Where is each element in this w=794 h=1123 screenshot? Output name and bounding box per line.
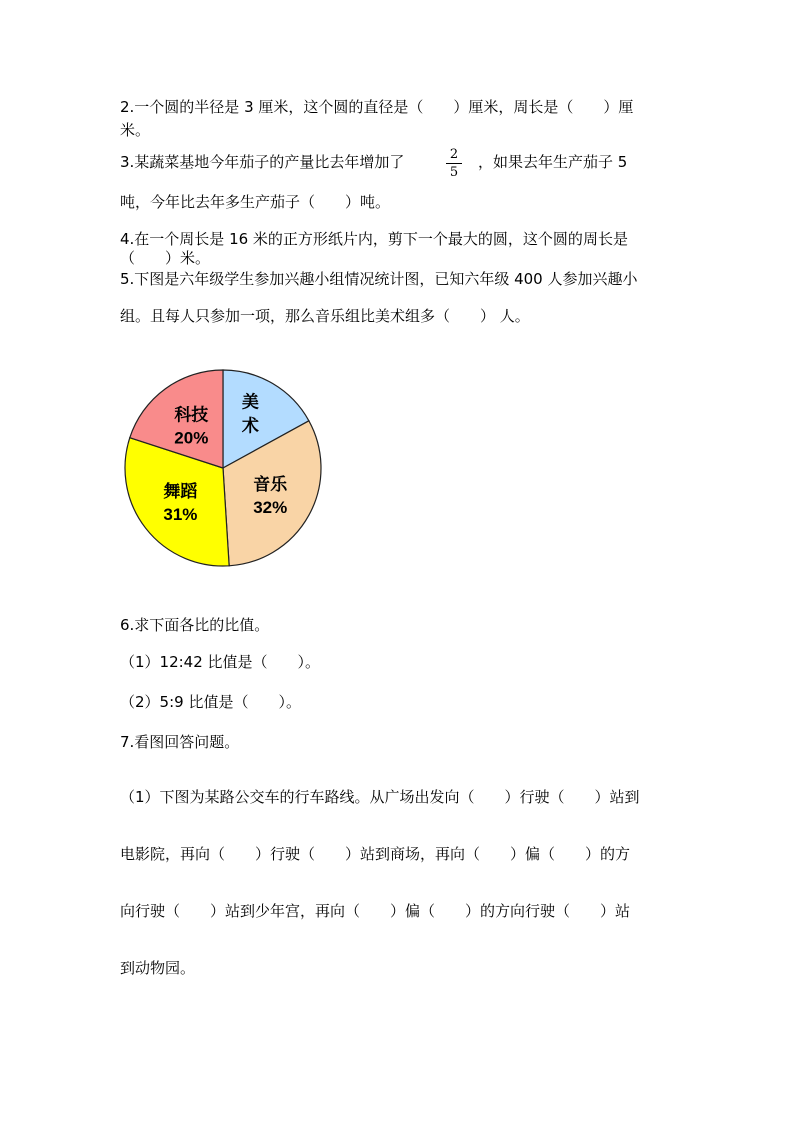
- fraction-two-fifths: [446, 147, 462, 180]
- pie-label-3: 科技: [174, 405, 209, 425]
- pie-pct-label-2: 31%: [163, 505, 198, 525]
- fraction-numerator: 2: [449, 147, 459, 162]
- q3-line2: 吨，今年比去年多生产茄子（ ）吨。: [120, 193, 391, 211]
- q5-line2: 组。且每人只参加一项，那么音乐组比美术组多（ ） 人。: [120, 307, 530, 325]
- pie-label-0: 美: [241, 392, 259, 412]
- q7-line3: 向行驶（ ）站到少年宫，再向（ ）偏（ ）的方向行驶（ ）站: [120, 902, 631, 920]
- pie-label-2: 舞蹈: [163, 482, 198, 502]
- q2-line2: 米。: [120, 121, 151, 139]
- q7-title: 7.看图回答问题。: [120, 733, 240, 751]
- q3-line1-b: ，如果去年生产茄子 5: [478, 153, 628, 171]
- q7-line4: 到动物园。: [120, 959, 196, 977]
- q2-line1: 2.一个圆的半径是 3 厘米，这个圆的直径是（ ）厘米，周长是（ ）厘: [120, 98, 634, 116]
- q4-line2: （ ）米。: [120, 249, 211, 267]
- q3-line1-a: 3.某蔬菜基地今年茄子的产量比去年增加了: [120, 153, 405, 171]
- q7-line2: 电影院，再向（ ）行驶（ ）站到商场，再向（ ）偏（ ）的方: [120, 845, 631, 863]
- q5-line1: 5.下图是六年级学生参加兴趣小组情况统计图，已知六年级 400 人参加兴趣小: [120, 270, 638, 288]
- q6-item1: （1）12:42 比值是（ ）。: [120, 653, 321, 671]
- q4-line1: 4.在一个周长是 16 米的正方形纸片内，剪下一个最大的圆，这个圆的周长是: [120, 230, 628, 248]
- fraction-bar: [446, 163, 462, 164]
- pie-label-1: 音乐: [253, 474, 288, 494]
- q7-line1: （1）下图为某路公交车的行车路线。从广场出发向（ ）行驶（ ）站到: [120, 788, 640, 806]
- fraction-denominator: 5: [449, 165, 459, 180]
- pie-label-0-b: 术: [241, 416, 259, 436]
- pie-pct-label-3: 20%: [174, 428, 209, 448]
- pie-pct-label-1: 32%: [253, 497, 288, 517]
- q6-title: 6.求下面各比的比值。: [120, 616, 270, 634]
- pie-chart: [118, 365, 328, 571]
- q6-item2: （2）5:9 比值是（ ）。: [120, 693, 301, 711]
